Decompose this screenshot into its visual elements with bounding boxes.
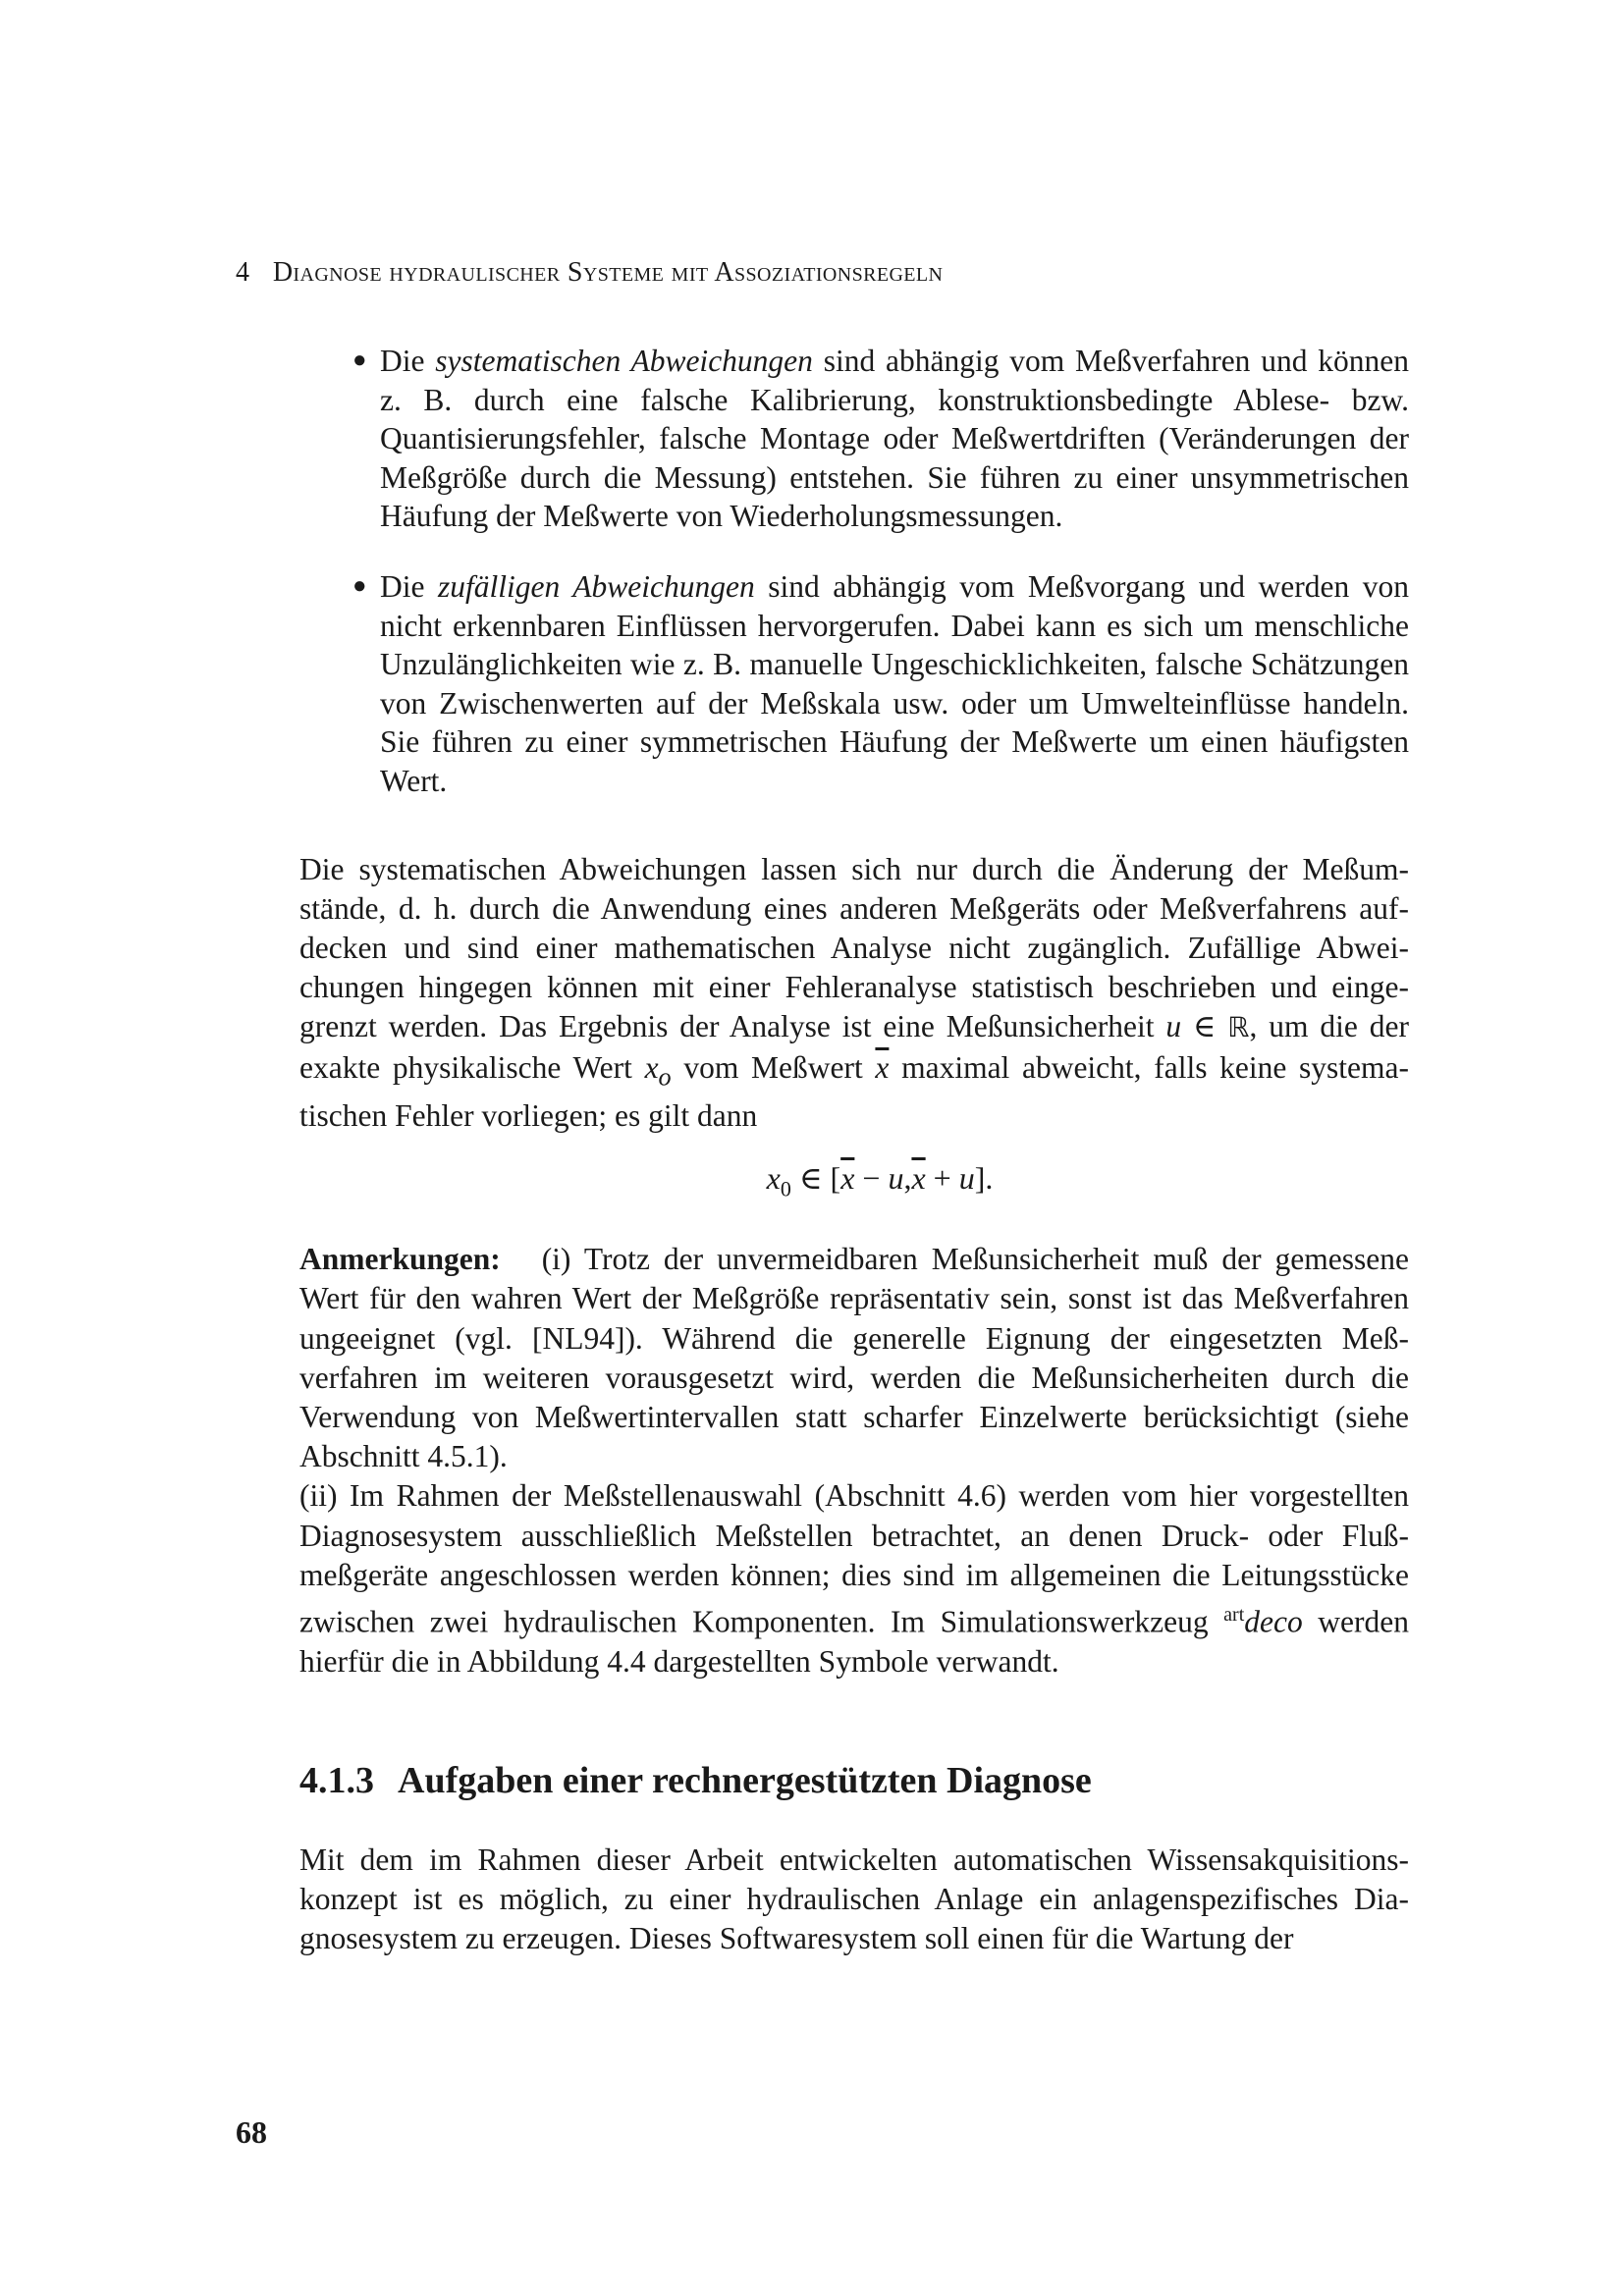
tool-name-prefix: art bbox=[1223, 1604, 1245, 1627]
tool-name: deco bbox=[1244, 1604, 1303, 1639]
bullet-dot-icon: ● bbox=[352, 572, 367, 599]
page-number: 68 bbox=[236, 2114, 267, 2150]
math-reals: ℝ bbox=[1227, 1011, 1250, 1044]
section-paragraph: Mit dem im Rahmen dieser Arbeit entwickelten automatischen Wissensakquisitionskonzept ist es möglich, zu einer hydraulischen Anlage ein anlagenspezifisches Diagnosesystem zu erzeugen. Dieses Softwaresystem soll einen für die Wartung der bbox=[299, 1842, 1409, 1956]
remarks-label: Anmerkungen: bbox=[299, 1242, 501, 1277]
remarks-paragraph-ii: (ii) Im Rahmen der Meßstellenauswahl (Abschnitt 4.6) werden vom hier vorgestellten Diagnosesystem ausschließlich Meßstellen betrachtet, an denen Druck- oder Flußmeßgeräte angeschlossen werden können; dies sind im allgemeinen die Leitungsstücke zwischen zwei hydraulischen Komponenten. Im Simulationswerkzeug $^{art}$deco werden hierfür die in Abbildung 4.4 dargestellten Symbole verwandt. bbox=[299, 1478, 1410, 1679]
math-x-o: x bbox=[644, 1049, 659, 1085]
section-title: Aufgaben einer rechnergestützten Diagnose bbox=[398, 1759, 1092, 1801]
math-u: u bbox=[1165, 1009, 1182, 1044]
bullet-item-random bbox=[352, 567, 1410, 801]
display-formula: $x_0$ ∈ $[\overline{x} - u,\overline{x} + u]$. bbox=[766, 1160, 994, 1201]
bullet-item-systematic bbox=[352, 342, 1409, 536]
paragraph-measurement-uncertainty: Die systematischen Abweichungen lassen sich nur durch die Änderung der Meßumstände, d. h. durch die Anwendung eines anderen Meßgeräts oder Meßverfahrens aufdecken und sind einer mathematischen Analyse nicht zugänglich. Zufällige Abweichungen hingegen können mit einer Fehleranalyse statistisch beschrieben und eingegrenzt werden. Das Ergebnis der Analyse ist eine Meßunsicherheit u ∈ ℝ, um die der exakte physikalische Wert $x_o$ vom Meßwert $\overline{x}$ maximal abweicht, falls keine systematischen Fehler vorliegen; es gilt dann bbox=[299, 851, 1409, 1134]
bullet-intro: Die bbox=[380, 568, 439, 604]
running-header bbox=[236, 257, 1414, 289]
bullet-text: sind abhängig vom Meßvorgang und werden von nicht erkennbaren Einflüssen hervorgerufen. Dabei kann es sich um menschliche Unzulänglichkeiten wie z. B. manuelle Ungeschicklichkeiten, falsche Schätzungen von Zwischenwerten auf der Meßskala usw. oder um Umwelteinflüsse handeln. Sie führen zu einer symmetrischen Häufung der Meßwerte um einen häufigsten Wert. bbox=[380, 568, 1410, 798]
bullet-intro: Die bbox=[380, 344, 436, 378]
section-heading bbox=[299, 1758, 1409, 1803]
bullet-dot-icon: ● bbox=[352, 347, 367, 373]
math-x-bar: $\overline{x}$ bbox=[875, 1049, 890, 1085]
section-number: 4.1.3 bbox=[299, 1759, 374, 1801]
remarks-paragraph: Anmerkungen: (i) Trotz der unvermeidbaren Meßunsicherheit muß der gemessene Wert für den wahren Wert der Meßgröße repräsentativ sein, sonst ist das Meßverfahren ungeeignet (vgl. [NL94]). Während die generelle Eignung der eingesetzten Meßverfahren im weiteren vorausgesetzt wird, werden die Meßunsicherheiten durch die Verwendung von Meßwertintervallen statt scharfer Einzelwerte berücksichtigt (siehe Abschnitt 4.5.1). bbox=[299, 1242, 1409, 1474]
bullet-term: systematischen Abweichungen bbox=[435, 344, 813, 378]
bullet-text: sind abhängig vom Meßverfahren und können z. B. durch eine falsche Kalibrierung, konstruktionsbedingte Ablese- bzw. Quantisierungsfehler, falsche Montage oder Meßwertdriften (Veränderungen der Meßgröße durch die Messung) entstehen. Sie führen zu einer unsymmetrischen Häufung der Meßwerte von Wiederholungsmessungen. bbox=[380, 344, 1409, 534]
chapter-title: Diagnose hydraulischer Systeme mit Assoziationsregeln bbox=[272, 257, 944, 288]
bullet-term: zufälligen Abweichungen bbox=[438, 568, 755, 604]
chapter-number: 4 bbox=[236, 257, 250, 288]
page-body bbox=[299, 342, 1409, 1959]
